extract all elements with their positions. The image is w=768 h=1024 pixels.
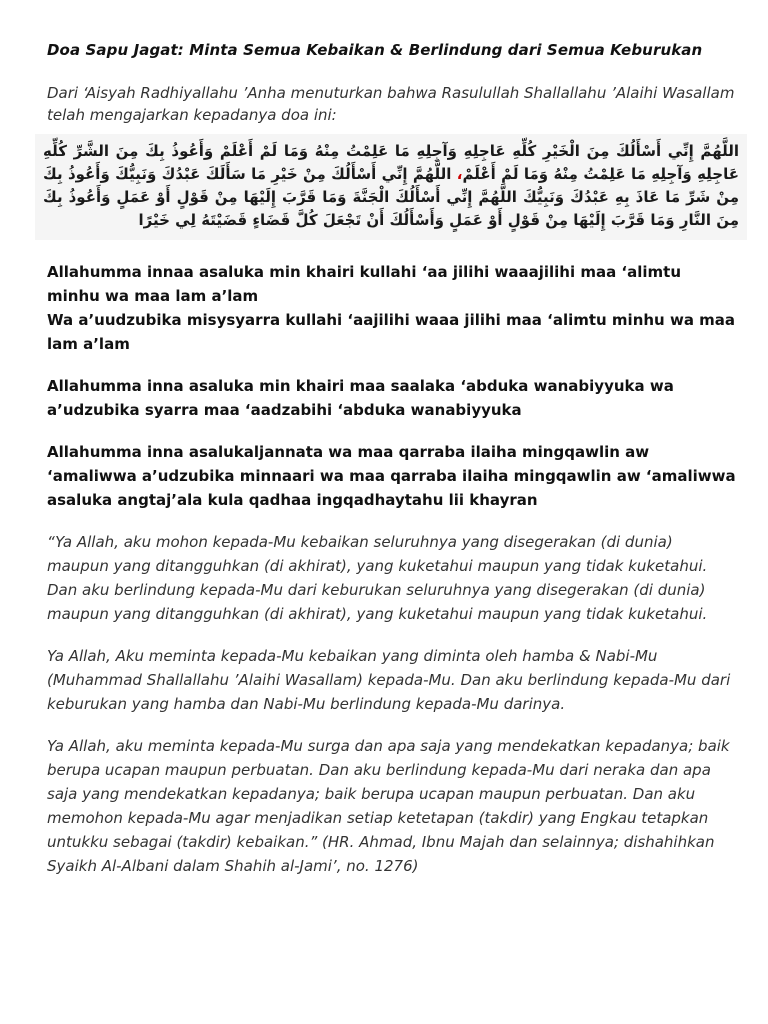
arabic-text-block xyxy=(35,134,747,240)
intro-paragraph: Dari ‘Aisyah Radhiyallahu ’Anha menuturkan bahwa Rasulullah Shallallahu ’Alaihi Wasallam telah mengajarkan kepadanya doa ini: xyxy=(47,84,735,124)
arabic-prayer-text xyxy=(43,140,739,232)
arabic-part-3: اللَّهُمَّ إِنِّي أَسْأَلُكَ الْجَنَّةَ وَمَا قَرَّبَ إِلَيْهَا مِنْ قَوْلٍ أَوْ عَمَلٍ وَأَعُوذُ بِكَ مِنَ النَّارِ وَمَا قَرَّبَ إِلَيْهَا مِنْ قَوْلٍ أَوْ عَمَلٍ وَأَسْأَلُكَ أَنْ تَجْعَلَ كُلَّ قَضَاءٍ قَضَيْتَهُ لِي خَيْرًا xyxy=(43,188,739,229)
transliteration-line: Allahumma inna asaluka min khairi maa saalaka ‘abduka wanabiyyuka wa a’udzubika syarra maa ‘aadzabihi ‘abduka wanabiyyuka xyxy=(47,377,674,419)
transliteration-line: Allahumma inna asalukaljannata wa maa qarraba ilaiha mingqawlin aw ‘amaliwwa a’udzubika minnaari wa maa qarraba ilaiha mingqawlin aw ‘amaliwwa asaluka angtaj’ala kula qadhaa ingqadhaytahu lii khayran xyxy=(47,443,736,509)
page-title: Doa Sapu Jagat: Minta Semua Kebaikan & Berlindung dari Semua Keburukan xyxy=(47,41,703,59)
translation-paragraph-1: “Ya Allah, aku mohon kepada-Mu kebaikan seluruhnya yang disegerakan (di dunia) maupun yang ditangguhkan (di akhirat), yang kuketahui maupun yang tidak kuketahui. Dan aku berlindung kepada-Mu dari keburukan seluruhnya yang disegerakan (di dunia) maupun yang ditangguhkan (di akhirat), yang kuketahui maupun yang tidak kuketahui. xyxy=(47,533,708,623)
translation-paragraph-2: Ya Allah, Aku meminta kepada-Mu kebaikan yang diminta oleh hamba & Nabi-Mu (Muhammad Shallallahu ’Alaihi Wasallam) kepada-Mu. Dan aku berlindung kepada-Mu dari keburukan yang hamba dan Nabi-Mu berlindung kepada-Mu darinya. xyxy=(47,647,731,713)
arabic-part-2: اللَّهُمَّ إِنِّي أَسْأَلُكَ مِنْ خَيْرِ مَا سَأَلَكَ عَبْدُكَ وَنَبِيُّكَ وَأَعُوذُ بِكَ مِنْ شَرِّ مَا عَاذَ بِهِ عَبْدُكَ وَنَبِيُّكَ xyxy=(43,165,739,206)
transliteration-line: Allahumma innaa asaluka min khairi kullahi ‘aa jilihi waaajilihi maa ‘alimtu minhu wa maa lam a’lam xyxy=(47,263,681,305)
translation-paragraph-3: Ya Allah, aku meminta kepada-Mu surga dan apa saja yang mendekatkan kepadanya; baik berupa ucapan maupun perbuatan. Dan aku berlindung kepada-Mu dari neraka dan apa saja yang mendekatkan kepadanya; baik berupa ucapan maupun perbuatan. Dan aku memohon kepada-Mu agar menjadikan setiap ketetapan (takdir) yang Engkau tetapkan untukku sebagai (takdir) kebaikan.” (HR. Ahmad, Ibnu Majah dan selainnya; dishahihkan Syaikh Al-Albani dalam Shahih al-Jami’, no. 1276) xyxy=(47,737,730,875)
document-page xyxy=(43,40,739,896)
arabic-part-1: اللَّهُمَّ إِنِّي أَسْأَلُكَ مِنَ الْخَيْرِ كُلِّهِ عَاجِلِهِ وَآجِلِهِ مَا عَلِمْتُ مِنْهُ وَمَا لَمْ أَعْلَمْ وَأَعُوذُ بِكَ مِنَ الشَّرِّ كُلِّهِ عَاجِلِهِ وَآجِلِهِ مَا عَلِمْتُ مِنْهُ وَمَا لَمْ أَعْلَمْ xyxy=(43,142,739,183)
transliteration-line: Wa a’uudzubika misysyarra kullahi ‘aajilihi waaa jilihi maa ‘alimtu minhu wa maa lam a’lam xyxy=(47,311,736,353)
arabic-red-marker: ، xyxy=(456,165,463,183)
transliteration-paragraph-1 xyxy=(47,260,737,356)
transliteration-paragraph-2 xyxy=(47,374,737,422)
transliteration-paragraph-3 xyxy=(47,440,737,512)
